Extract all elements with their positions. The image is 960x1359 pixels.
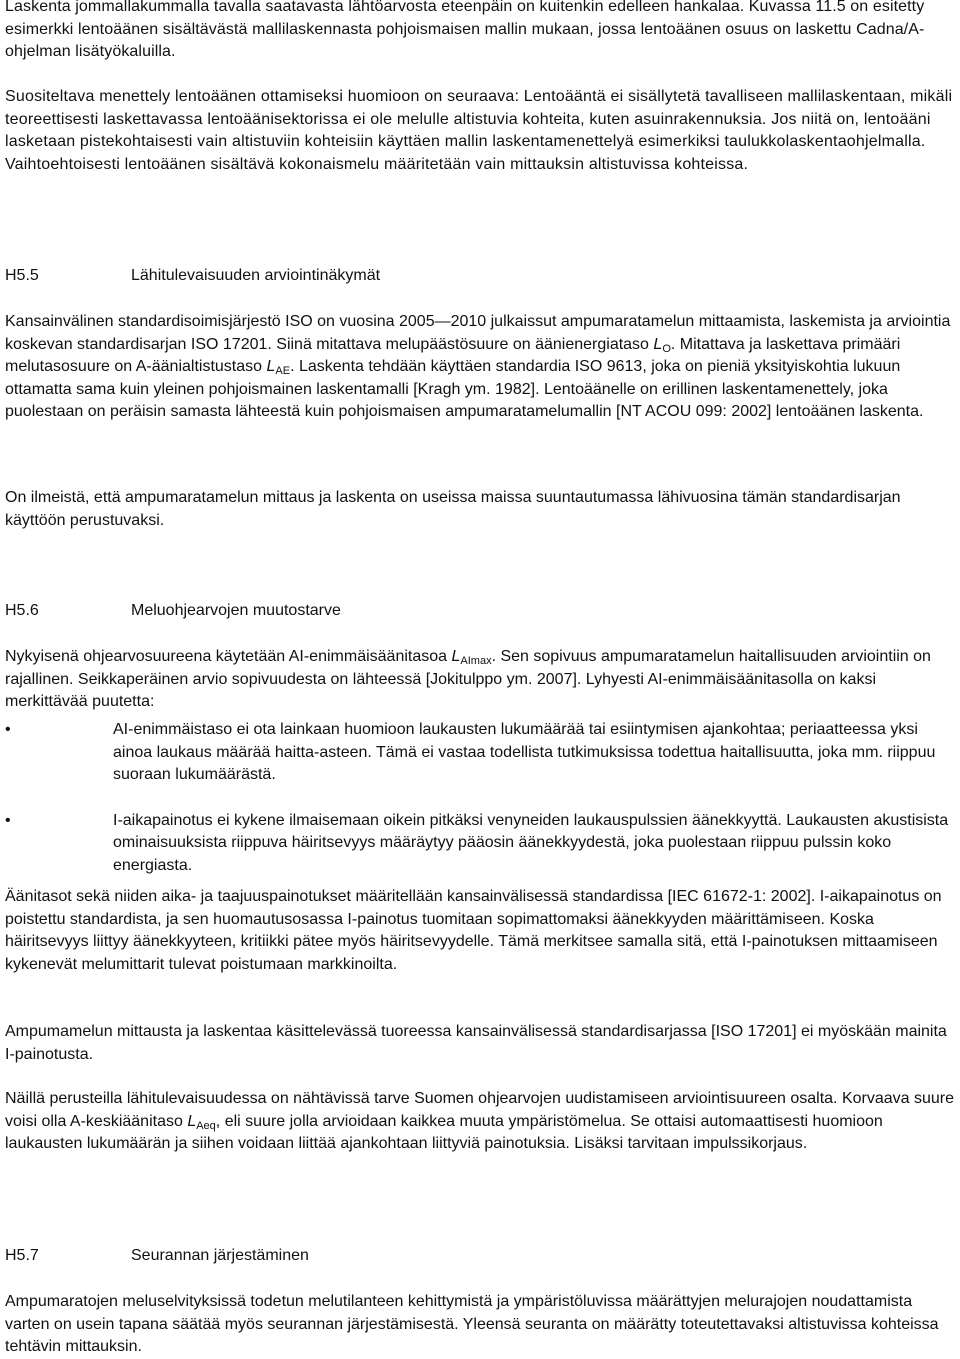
section-title: Lähitulevaisuuden arviointinäkymät <box>131 267 381 284</box>
bullet-marker: • <box>5 811 11 829</box>
bullet-marker: • <box>5 721 11 738</box>
section-title: Meluohjearvojen muutostarve <box>131 602 341 619</box>
h5-6-paragraph-4: Näillä perusteilla lähitulevaisuudessa on nähtävissä tarve Suomen ohjearvojen uudistamiseen arviointisuureen osalta. Korvaava suure voisi olla A-keskiäänitaso $L_{Aeq}$, eli suure jolla arvioidaan kaikkea muuta ympäristömelua. Se ottaisi automaattisesti huomioon laukausten lukumäärän ja siihen voidaan liittää ajankohtaan liittyviä painotuksia. Lisäksi tarvitaan impulssikorjaus. <box>5 1090 954 1152</box>
list-item: • I-aikapainotus ei kykene ilmaisemaan oikein pitkäksi venyneiden laukauspulssien äänekkyyttä. Laukausten akustisista ominaisuuksista riippuva häiritsevyys määräytyy pääosin äänekkyydestä, joka puolestaan riippuu pulssin koko energiasta. <box>5 811 949 874</box>
h5-6-paragraph-1: Nykyisenä ohjearvosuureena käytetään AI-enimmäisäänitasoa $L_{AImax}$. Sen sopivuus ampumaratamelun haitallisuuden arviointiin on rajallinen. Seikkaperäinen arvio sopivuudesta on lähteessä [Jokitulppo ym. 2007]. Lyhyesti AI-enimmäisäänitasolla on kaksi merkittävää puutetta: <box>5 648 931 710</box>
section-number: H5.5 <box>5 267 39 284</box>
list-item: • AI-enimmäistaso ei ota lainkaan huomioon laukausten lukumäärää tai esiintymisen ajankohtaa; periaatteessa yksi ainoa laukaus määrää haitta-asteen. Tämä ei vastaa todellista tutkimuksissa todettua haitallisuutta, joka mm. riippuu suoraan lukumäärästä. <box>5 721 936 783</box>
h5-6-paragraph-3: Ampumamelun mittausta ja laskentaa käsittelevässä tuoreessa kansainvälisessä standardisarjassa [ISO 17201] ei myöskään mainita I-painotusta. <box>5 1023 947 1063</box>
intro-paragraph-1: Laskenta jommallakummalla tavalla saatavasta lähtöarvosta eteenpäin on kuitenkin edelleen hankalaa. Kuvassa 11.5 on esitetty esimerkki lentoäänen sisältävästä mallilaskennasta pohjoismaisen mallin mukaan, jossa lentoäänen osuus on laskettu Cadna/A-ohjelman lisätyökaluilla. <box>5 0 925 60</box>
section-title: Seurannan järjestäminen <box>131 1247 309 1264</box>
h5-6-paragraph-2: Äänitasot sekä niiden aika- ja taajuuspainotukset määritellään kansainvälisessä standardissa [IEC 61672-1: 2002]. I-aikapainotus on poistettu standardista, ja sen huomautusosassa I-painotus tuomitaan sopimattomaksi äänekkyyden määrittämiseen. Koska häiritsevyys liittyy äänekkyyteen, kritiikki pätee myös häiritsevyydelle. Tämä merkitsee samalla sitä, että I-painotuksen mittaamiseen kykenevät melumittarit tulevat poistumaan markkinoilta. <box>5 888 942 973</box>
h5-7-paragraph-1: Ampumaratojen meluselvityksissä todetun melutilanteen kehittymistä ja ympäristöluvissa määrättyjen melurajojen noudattamista varten on usein tapana säätää myös seurannan järjestämisestä. Yleensä seuranta on määrätty toteutettavaksi altistuvissa kohteissa tehtävin mittauksin. <box>5 1293 939 1355</box>
h5-5-paragraph-1: Kansainvälinen standardisoimisjärjestö ISO on vuosina 2005—2010 julkaissut ampumaratamelun mittaamista, laskemista ja arviointia koskevan standardisarjan ISO 17201. Siinä mitattava melupäästösuure on äänienergiataso $L_O$. Mitattava ja laskettava primääri melutasosuure on A-äänialtistustaso $L_{AE}$. Laskenta tehdään käyttäen standardia ISO 9613, joka on pieniä yksityiskohtia lukuun ottamatta sama kuin yleinen pohjoismainen laskentamalli [Kragh ym. 1982]. Lentoäänelle on erillinen laskentamenettely, joka puolestaan on peräisin samasta lähteestä kuin pohjoismaisen ampumaratamelumallin [NT ACOU 099: 2002] lentoäänen laskenta. <box>5 313 951 420</box>
section-number: H5.6 <box>5 602 39 619</box>
h5-5-paragraph-2: On ilmeistä, että ampumaratamelun mittaus ja laskenta on useissa maissa suuntautumassa lähivuosina tämän standardisarjan käyttöön perustuvaksi. <box>5 489 901 529</box>
section-number: H5.7 <box>5 1247 39 1264</box>
bullet-list <box>5 719 955 877</box>
intro-paragraph-2: Suositeltava menettely lentoäänen ottamiseksi huomioon on seuraava: Lentoääntä ei sisällytetä tavalliseen mallilaskentaan, mikäli teoreettisesti laskettavassa lentoäänisektorissa ei ole melulle altistuvia kohteita, kuten asuinrakennuksia. Jos niitä on, lentoääni lasketaan pistekohtaisesti vain altistuviin kohteisiin käyttäen mallin laskentamenettelyä esimerkiksi taulukkolaskentaohjelmalla. Vaihtoehtoisesti lentoäänen sisältävä kokonaismelu määritetään vain mittauksin altistuvissa kohteissa. <box>5 88 953 173</box>
